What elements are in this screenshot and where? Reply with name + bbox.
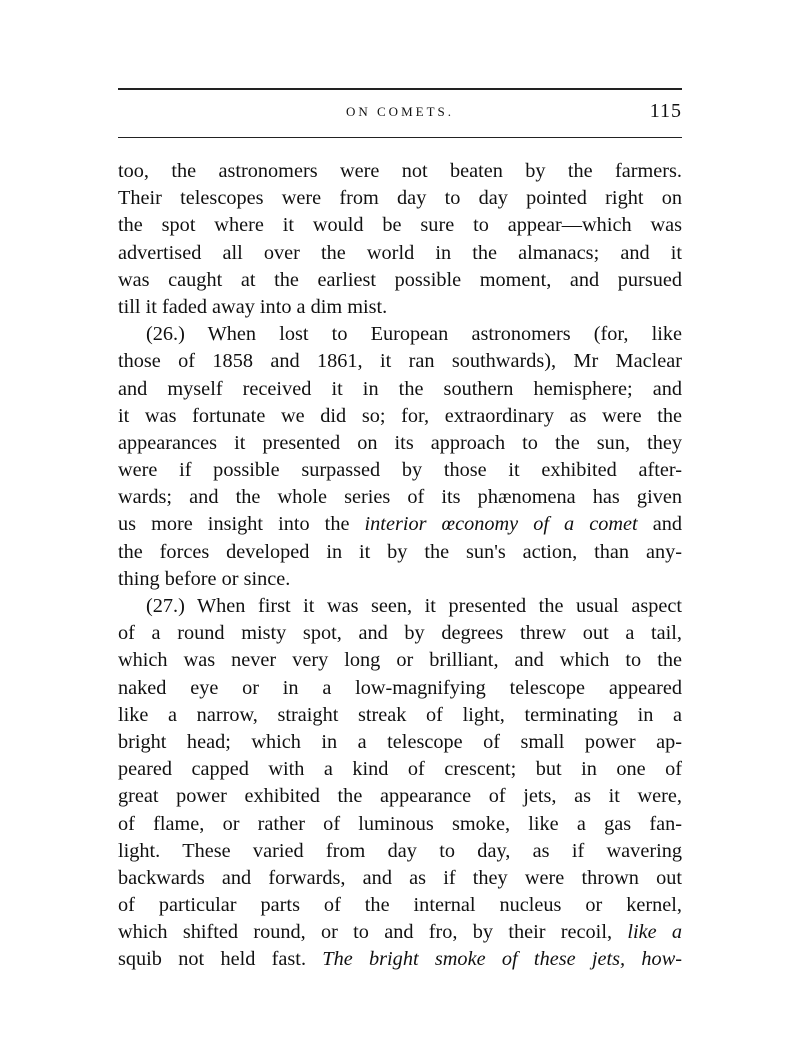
text-segment: and [637,513,683,536]
text-segment: like a narrow, straight streak of light, terminating in a [118,703,682,726]
page-number: 115 [649,100,682,122]
text-segment: (27.) When first it was seen, it presented the usual aspect [146,595,682,617]
text-segment: naked eye or in a low-magnifying telescope appeared [118,676,682,699]
italic-text: interior œconomy of a comet [364,513,638,536]
text-segment: were if possible surpassed by those it exhibited after- [118,459,682,482]
body-text [118,158,682,974]
text-segment: it was fortunate we did so; for, extraordinary as were the [118,404,682,427]
text-segment: wards; and the whole series of its phænomena has given [118,486,682,509]
text-line [118,756,682,783]
text-line [118,593,682,620]
text-line [118,348,682,375]
text-line [118,185,682,212]
text-line [118,838,682,865]
text-segment: the forces developed in it by the sun's action, than any- [118,540,682,563]
text-segment: appearances it presented on its approach to the sun, they [118,431,682,454]
text-line [118,620,682,647]
italic-text: like a [627,921,683,944]
text-line [118,430,682,457]
text-segment: till it faded away into a dim mist. [118,295,388,318]
text-line [118,865,682,892]
text-line [118,566,682,593]
text-line [118,321,682,348]
text-segment: of particular parts of the internal nucleus or kernel, [118,894,682,917]
text-segment: of a round misty spot, and by degrees threw out a tail, [118,622,682,645]
text-segment: the spot where it would be sure to appear—which was [118,214,682,237]
header-top-rule [118,88,682,90]
text-line [118,647,682,674]
text-segment: was caught at the earliest possible moment, and pursued [118,268,682,291]
text-line [118,511,682,538]
paragraph [118,321,682,593]
text-line [118,919,682,946]
text-line [118,539,682,566]
text-segment: peared capped with a kind of crescent; but in one of [118,758,682,781]
text-line [118,675,682,702]
text-line [118,811,682,838]
text-segment: (26.) When lost to European astronomers (for, like [146,323,682,346]
text-segment: light. These varied from day to day, as if wavering [118,839,682,862]
text-segment: Their telescopes were from day to day pointed right on [118,187,682,210]
text-line [118,376,682,403]
text-line [118,267,682,294]
text-line [118,294,682,321]
text-segment: too, the astronomers were not beaten by the farmers. [118,160,682,182]
text-line [118,946,682,973]
text-segment: great power exhibited the appearance of jets, as it were, [118,785,682,808]
text-line [118,783,682,810]
italic-text: The bright smoke of these jets, how- [306,948,682,971]
text-segment: which shifted round, or to and fro, by their recoil, [118,921,628,944]
text-segment: backwards and forwards, and as if they were thrown out [118,866,682,889]
paragraph [118,593,682,974]
text-segment: us more insight into the [118,513,365,536]
text-line [118,484,682,511]
text-segment: squib not held fast. [118,948,307,971]
header-bottom-rule [118,137,682,138]
text-line [118,240,682,267]
text-segment: which was never very long or brilliant, and which to the [118,649,682,672]
running-title: ON COMETS. [345,104,454,119]
text-line [118,892,682,919]
text-segment: bright head; which in a telescope of small power ap- [118,730,682,753]
text-line [118,403,682,430]
text-line [118,729,682,756]
paragraph [118,158,682,321]
text-segment: thing before or since. [118,567,291,590]
text-segment: those of 1858 and 1861, it ran southwards), Mr Maclear [118,350,682,373]
text-line [118,702,682,729]
text-segment: and myself received it in the southern hemisphere; and [118,377,682,400]
text-line [118,457,682,484]
text-line [118,158,682,185]
running-head [118,102,682,126]
text-segment: of flame, or rather of luminous smoke, like a gas fan- [118,812,682,835]
text-segment: advertised all over the world in the almanacs; and it [118,241,682,264]
text-line [118,212,682,239]
